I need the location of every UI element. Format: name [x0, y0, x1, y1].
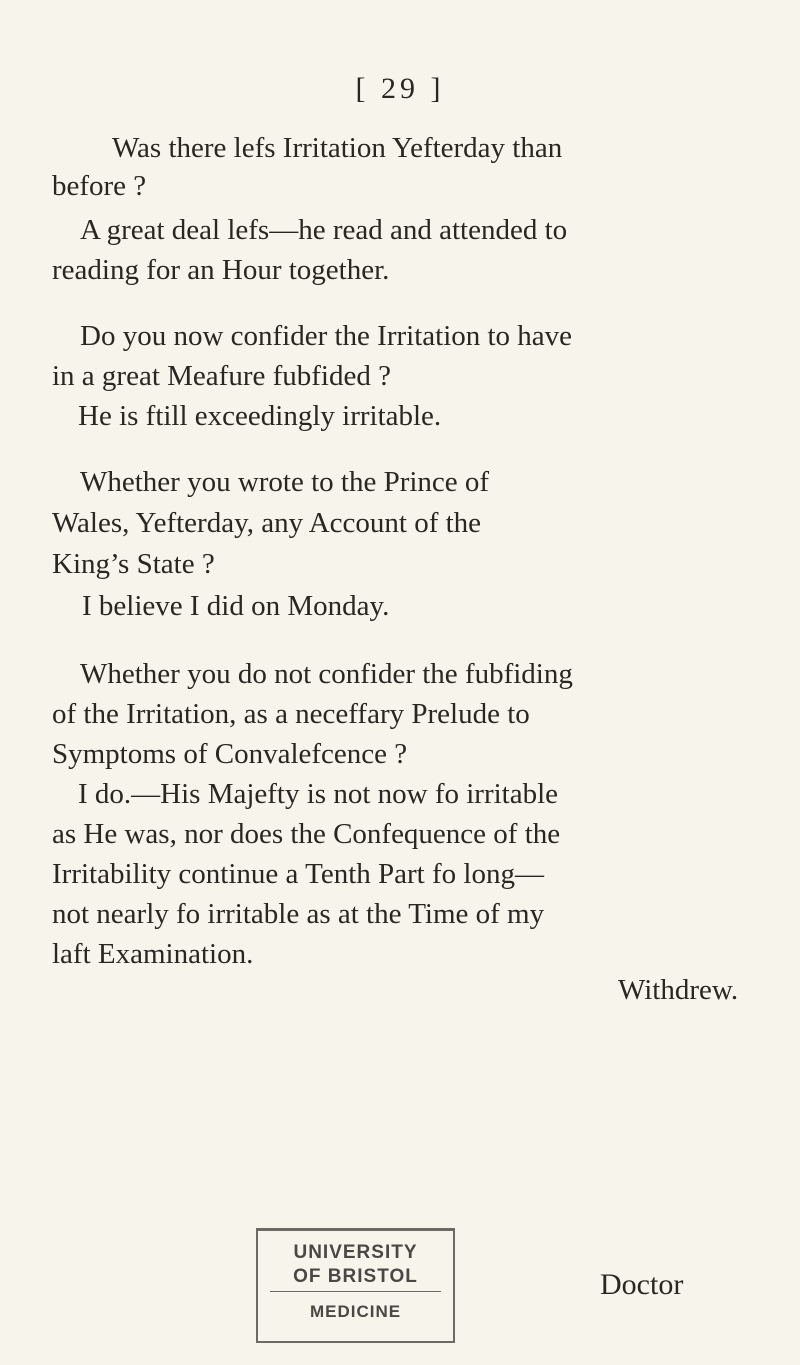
text-line: A great deal lefs—he read and attended to: [80, 214, 568, 246]
text-line: Irritability continue a Tenth Part fo long—: [52, 858, 544, 890]
text-line: King’s State ?: [52, 548, 215, 580]
stamp-line: UNIVERSITY: [293, 1242, 418, 1263]
text-line: Whether you wrote to the Prince of: [80, 466, 490, 498]
page-number: [ 29 ]: [355, 72, 445, 105]
text-line: not nearly fo irritable as at the Time of my: [52, 898, 545, 930]
text-line: before ?: [52, 170, 147, 202]
library-stamp: [256, 1228, 455, 1343]
text-line: Was there lefs Irritation Yefterday than: [112, 132, 563, 164]
text-line: laft Examination.: [52, 938, 254, 970]
text-line: as He was, nor does the Confequence of the: [52, 818, 561, 850]
stamp-line: OF BRISTOL: [270, 1265, 441, 1292]
text-line: Whether you do not confider the fubfiding: [80, 658, 573, 690]
text-line: reading for an Hour together.: [52, 254, 390, 286]
stamp-line: MEDICINE: [309, 1302, 402, 1321]
text-line: of the Irritation, as a neceffary Prelude to: [52, 698, 530, 730]
text-line: Wales, Yefterday, any Account of the: [52, 507, 482, 539]
text-line: He is ftill exceedingly irritable.: [78, 400, 442, 432]
catchword: Doctor: [600, 1268, 684, 1301]
text-line: in a great Meafure fubfided ?: [52, 360, 391, 392]
text-line: Symptoms of Convalefcence ?: [52, 738, 408, 770]
text-line: Do you now confider the Irritation to have: [80, 320, 573, 352]
text-line: I believe I did on Monday.: [82, 590, 390, 622]
signoff: Withdrew.: [618, 974, 739, 1006]
text-line: I do.—His Majefty is not now fo irritable: [78, 778, 559, 810]
